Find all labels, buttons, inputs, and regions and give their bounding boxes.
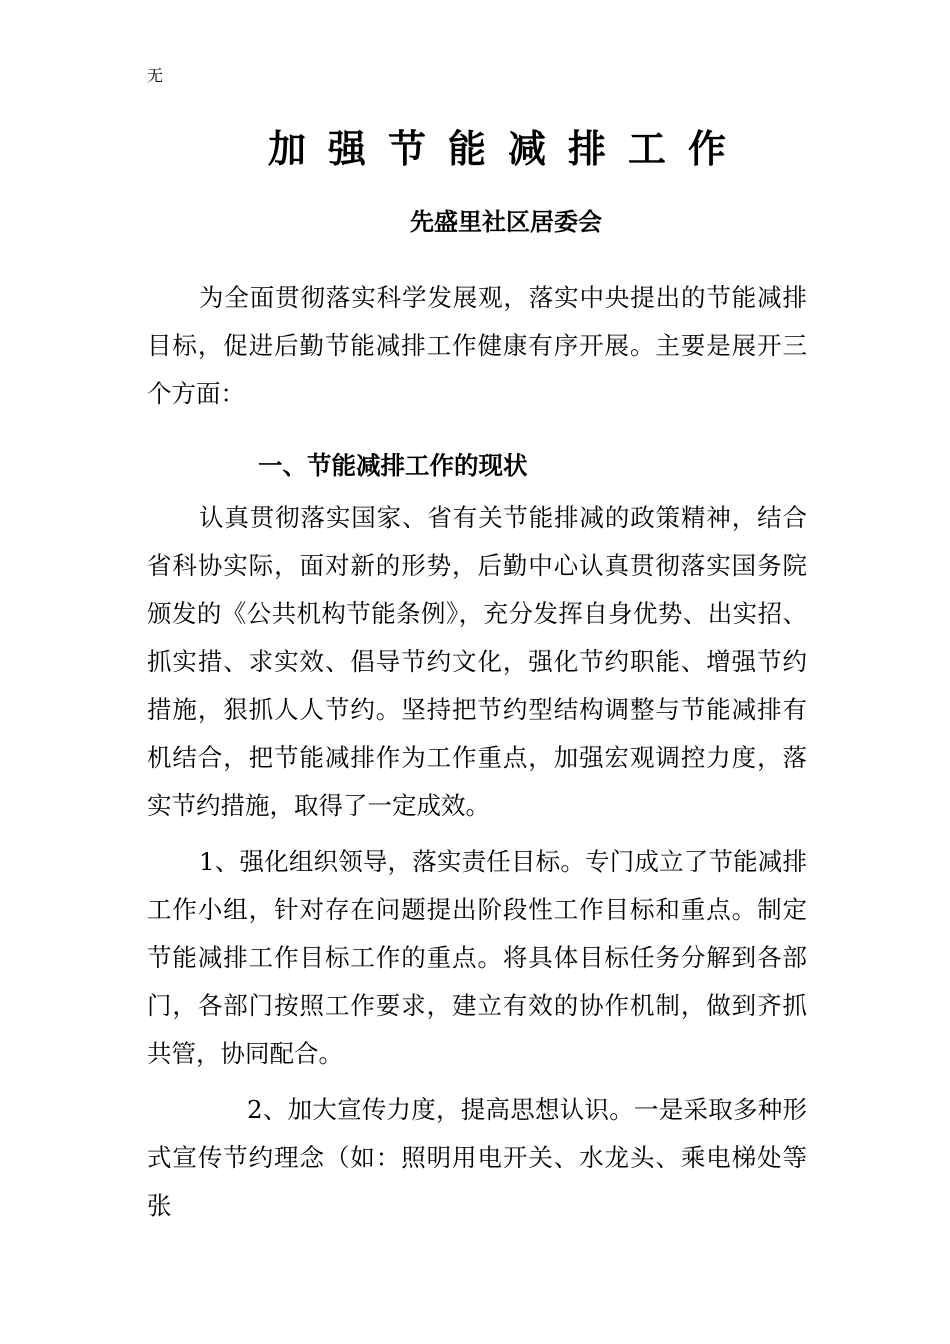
document-organization: 先盛里社区居委会 [410,207,602,236]
intro-paragraph: 为全面贯彻落实科学发展观，落实中央提出的节能减排目标，促进后勤节能减排工作健康有序开展。主要是展开三个方面： [147,283,807,408]
document-title: 加强节能减排工作 [267,126,748,171]
item-1-paragraph: 1、强化组织领导，落实责任目标。专门成立了节能减排工作小组，针对存在问题提出阶段性工作目标和重点。制定节能减排工作目标工作的重点。将具体目标任务分解到各部门，各部门按照工作要求，建立有效的协作机制，做到齐抓共管，协同配合。 [147,847,807,1068]
item-2-paragraph: 2、加大宣传力度，提高思想认识。一是采取多种形式宣传节约理念（如：照明用电开关、水龙头、乘电梯处等张 [147,1095,807,1220]
header-mark: 无 [147,66,164,85]
status-paragraph: 认真贯彻落实国家、省有关节能排减的政策精神，结合省科协实际，面对新的形势，后勤中心认真贯彻落实国务院颁发的《公共机构节能条例》，充分发挥自身优势、出实招、抓实措、求实效、倡导节约文化，强化节约职能、增强节约措施，狠抓人人节约。坚持把节约型结构调整与节能减排有机结合，把节能减排作为工作重点，加强宏观调控力度，落实节约措施，取得了一定成效。 [147,503,807,820]
section-heading-status: 一、节能减排工作的现状 [258,451,528,480]
